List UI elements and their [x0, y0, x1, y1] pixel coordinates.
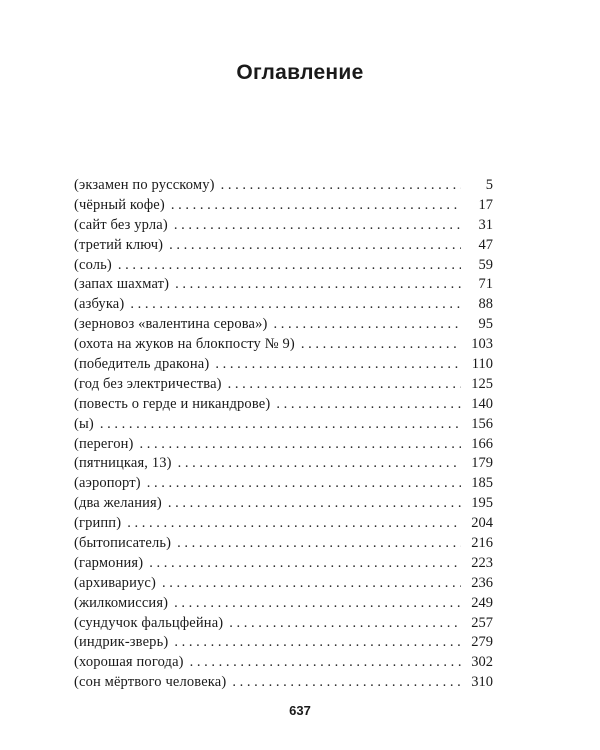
- toc-entry-title: (чёрный кофе): [74, 196, 165, 213]
- toc-entry: [74, 216, 493, 236]
- page-title: Оглавление: [236, 61, 364, 84]
- toc-entry: [74, 514, 493, 534]
- toc-entry-page: 88: [478, 296, 493, 313]
- toc-entry-page: 103: [471, 336, 493, 353]
- toc-entry-title: (два желания): [74, 495, 162, 512]
- toc-entry-page: 310: [471, 674, 493, 691]
- toc-entry: [74, 335, 493, 355]
- table-of-contents: [74, 176, 493, 693]
- toc-entry-title: (сундучок фальцфейна): [74, 614, 224, 631]
- toc-entry-page: 71: [478, 276, 493, 293]
- toc-entry-title: (победитель дракона): [74, 356, 210, 373]
- toc-entry: [74, 256, 493, 276]
- dot-leader: [301, 335, 461, 355]
- toc-entry: [74, 395, 493, 415]
- dot-leader: [171, 196, 461, 216]
- toc-entry-page: 47: [478, 236, 493, 253]
- toc-entry-title: (зерновоз «валентина серова»): [74, 316, 268, 333]
- toc-entry-page: 95: [478, 316, 493, 333]
- toc-entry-title: (охота на жуков на блокпосту № 9): [74, 336, 295, 353]
- toc-entry-page: 185: [471, 475, 493, 492]
- toc-entry: [74, 295, 493, 315]
- dot-leader: [228, 375, 461, 395]
- toc-entry-title: (пятницкая, 13): [74, 455, 172, 472]
- toc-entry-title: (запах шахмат): [74, 276, 170, 293]
- toc-entry: [74, 534, 493, 554]
- toc-entry-title: (грипп): [74, 515, 122, 532]
- toc-entry: [74, 355, 493, 375]
- toc-entry-page: 17: [478, 196, 493, 213]
- toc-entry: [74, 594, 493, 614]
- dot-leader: [174, 594, 461, 614]
- dot-leader: [162, 574, 461, 594]
- toc-entry-title: (повесть о герде и никандрове): [74, 395, 271, 412]
- toc-entry-title: (сайт без урла): [74, 216, 168, 233]
- toc-entry-title: (год без электричества): [74, 375, 222, 392]
- toc-entry-title: (соль): [74, 256, 112, 273]
- toc-entry: [74, 653, 493, 673]
- toc-entry-title: (экзамен по русскому): [74, 177, 215, 193]
- dot-leader: [178, 454, 461, 474]
- toc-entry-title: (гармония): [74, 554, 144, 571]
- toc-entry-page: 195: [471, 495, 493, 512]
- dot-leader: [168, 494, 461, 514]
- toc-entry-title: (хорошая погода): [74, 654, 184, 671]
- toc-entry-title: (ы): [74, 415, 94, 432]
- toc-entry-title: (азбука): [74, 296, 125, 313]
- dot-leader: [177, 534, 461, 554]
- dot-leader: [140, 435, 462, 455]
- toc-entry-page: 223: [471, 554, 493, 571]
- toc-entry: [74, 176, 493, 196]
- toc-entry-page: 156: [471, 415, 493, 432]
- toc-entry: [74, 275, 493, 295]
- toc-entry-page: 166: [471, 435, 493, 452]
- toc-entry: [74, 454, 493, 474]
- toc-entry-title: (индрик-зверь): [74, 634, 169, 651]
- dot-leader: [274, 315, 462, 335]
- dot-leader: [130, 295, 461, 315]
- dot-leader: [118, 256, 461, 276]
- toc-entry-title: (сон мёртвого человека): [74, 674, 227, 691]
- toc-entry: [74, 236, 493, 256]
- toc-entry: [74, 574, 493, 594]
- toc-entry-page: 204: [471, 515, 493, 532]
- toc-entry-title: (архивариус): [74, 574, 156, 591]
- dot-leader: [276, 395, 461, 415]
- dot-leader: [221, 176, 461, 196]
- toc-entry-page: 31: [478, 216, 493, 233]
- dot-leader: [169, 236, 461, 256]
- toc-entry-page: 140: [471, 395, 493, 412]
- toc-entry-title: (жилкомиссия): [74, 594, 169, 611]
- toc-entry-title: (третий ключ): [74, 236, 164, 253]
- toc-entry-page: 249: [471, 594, 493, 611]
- toc-entry-title: (бытописатель): [74, 535, 172, 552]
- dot-leader: [232, 673, 461, 693]
- dot-leader: [174, 633, 461, 653]
- dot-leader: [190, 653, 461, 673]
- toc-entry-page: 5: [485, 177, 493, 193]
- dot-leader: [215, 355, 461, 375]
- dot-leader: [149, 554, 461, 574]
- toc-entry: [74, 315, 493, 335]
- dot-leader: [127, 514, 461, 534]
- toc-entry-page: 110: [471, 356, 493, 373]
- toc-entry: [74, 196, 493, 216]
- dot-leader: [175, 275, 461, 295]
- dot-leader: [100, 415, 461, 435]
- toc-entry-page: 257: [471, 614, 493, 631]
- toc-entry-title: (аэропорт): [74, 475, 141, 492]
- toc-entry: [74, 614, 493, 634]
- toc-entry-page: 279: [471, 634, 493, 651]
- toc-entry: [74, 633, 493, 653]
- toc-entry-page: 236: [471, 574, 493, 591]
- toc-entry: [74, 435, 493, 455]
- page-number: 637: [289, 703, 311, 718]
- toc-entry: [74, 673, 493, 693]
- toc-entry: [74, 554, 493, 574]
- toc-entry: [74, 415, 493, 435]
- toc-entry: [74, 375, 493, 395]
- toc-entry-title: (перегон): [74, 435, 134, 452]
- dot-leader: [229, 614, 461, 634]
- dot-leader: [174, 216, 461, 236]
- dot-leader: [147, 474, 461, 494]
- toc-entry: [74, 474, 493, 494]
- toc-entry: [74, 494, 493, 514]
- toc-entry-page: 302: [471, 654, 493, 671]
- toc-entry-page: 179: [471, 455, 493, 472]
- toc-entry-page: 59: [478, 256, 493, 273]
- toc-entry-page: 216: [471, 535, 493, 552]
- toc-entry-page: 125: [471, 375, 493, 392]
